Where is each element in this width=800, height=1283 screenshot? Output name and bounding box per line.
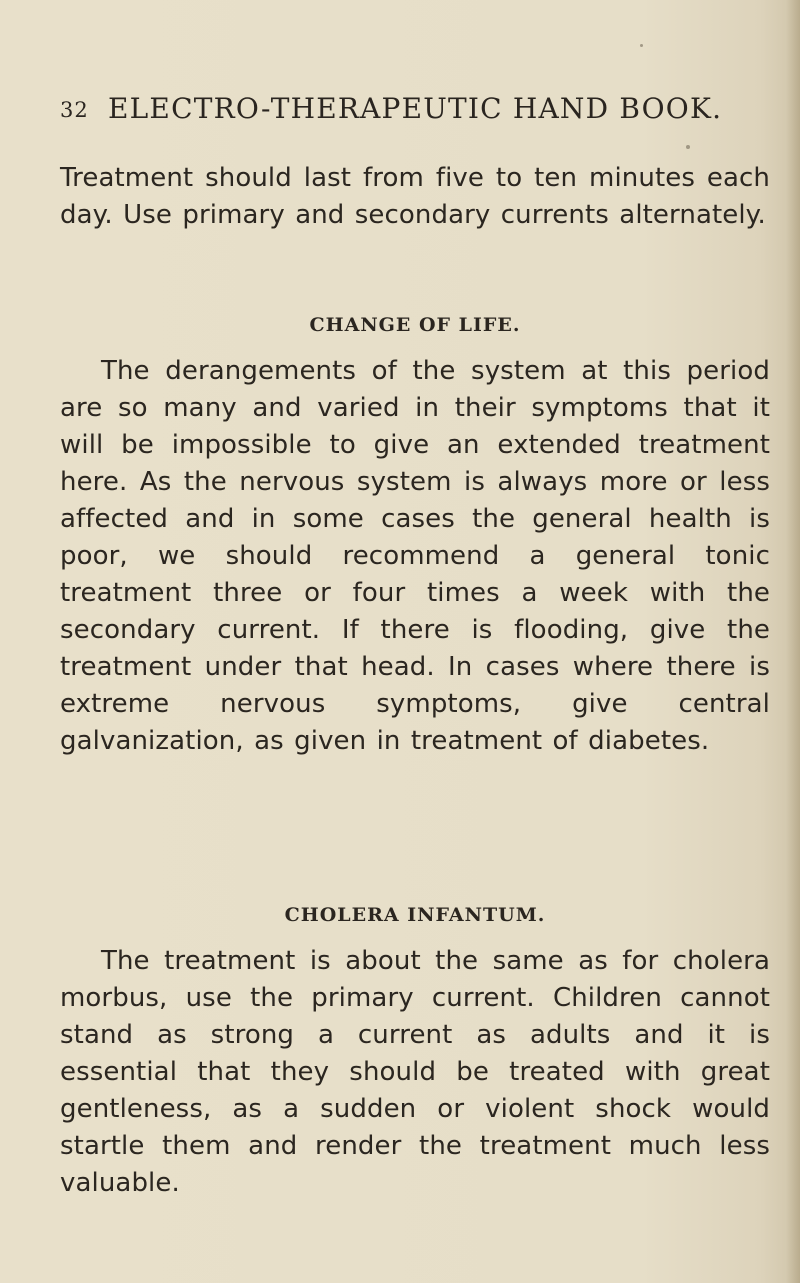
section-heading-cholera-infantum: CHOLERA INFANTUM. [284,904,546,926]
paper-speck [686,145,690,149]
section-heading-change-of-life: CHANGE OF LIFE. [309,314,521,336]
paragraph-treatment-duration: Treatment should last from five to ten minutes each day. Use primary and secondary currents alternately. [60,163,770,230]
page-number: 32 [60,98,89,122]
paragraph-change-of-life: The derangements of the system at this period are so many and varied in their symptoms that it will be impossible to give an extended treatment here. As the nervous system is always more or less affected and in some cases the general health is poor, we should recommend a general tonic treatment three or four times a week with the secondary current. If there is flooding, give the treatment under that head. In cases where there is extreme nervous symptoms, give central galvanization, as given in treatment of diabetes. [60,356,770,756]
paragraph-cholera-infantum: The treatment is about the same as for cholera morbus, use the primary current. Children cannot stand as strong a current as adults and it is essential that they should be treated with great gentleness, as a sudden or violent shock would startle them and render the treatment much less valuable. [60,946,770,1198]
running-title: ELECTRO-THERAPEUTIC HAND BOOK. [108,92,723,125]
page-edge-shadow [786,0,800,1283]
page-header [60,92,760,128]
paper-speck [640,44,643,47]
